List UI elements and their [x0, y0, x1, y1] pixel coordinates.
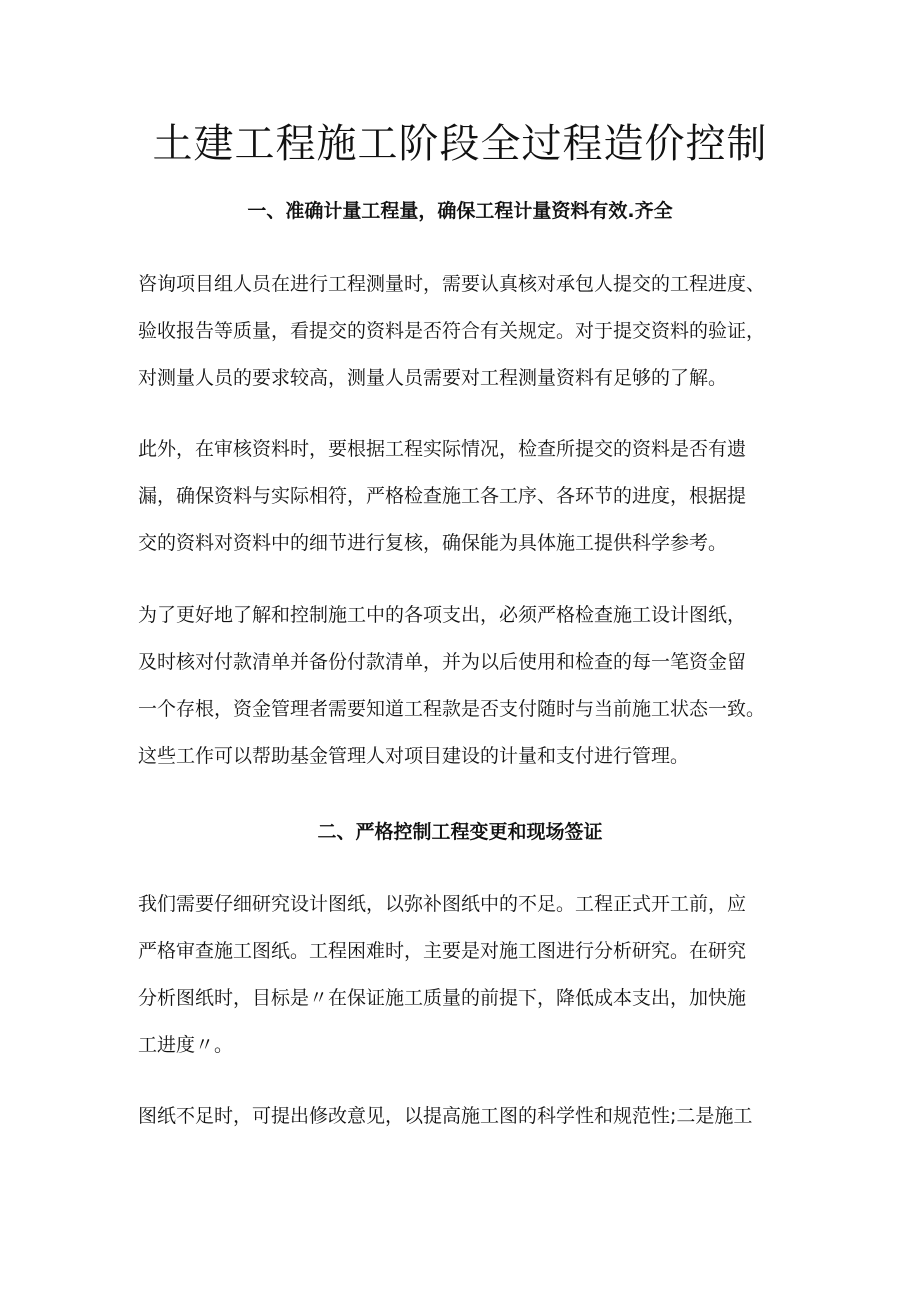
paragraph	[138, 881, 798, 1069]
text-line: 为了更好地了解和控制施工中的各项支出，必须严格检查施工设计图纸，	[138, 604, 747, 626]
text-line: 咨询项目组人员在进行工程测量时，需要认真核对承包人提交的工程进度、	[138, 273, 766, 295]
text-line: 交的资料对资料中的细节进行复核，确保能为具体施工提供科学参考。	[138, 532, 728, 554]
text-line: 此外，在审核资料时，要根据工程实际情况，检查所提交的资料是否有遗	[138, 438, 747, 460]
text-line: 及时核对付款清单并备份付款清单，并为以后使用和检查的每一笔资金留	[138, 651, 747, 673]
text-line: 分析图纸时，目标是〃在保证施工质量的前提下，降低成本支出，加快施	[138, 987, 747, 1009]
text-line: 验收报告等质量，看提交的资料是否符合有关规定。对于提交资料的验证，	[138, 320, 766, 342]
section-heading-1: 一、准确计量工程量，确保工程计量资料有效.齐全	[247, 200, 673, 222]
text-line: 对测量人员的要求较高，测量人员需要对工程测量资料有足够的了解。	[138, 367, 728, 389]
text-line: 漏，确保资料与实际相符，严格检查施工各工序、各环节的进度，根据提	[138, 485, 747, 507]
text-line: 图纸不足时，可提出修改意见，以提高施工图的科学性和规范性;二是施工	[138, 1105, 753, 1127]
section-heading-2: 二、严格控制工程变更和现场签证	[317, 821, 603, 843]
text-line: 我们需要仔细研究设计图纸，以弥补图纸中的不足。工程正式开工前，应	[138, 893, 747, 915]
text-line: 这些工作可以帮助基金管理人对项目建设的计量和支付进行管理。	[138, 745, 690, 767]
text-line: 一个存根，资金管理者需要知道工程款是否支付随时与当前施工状态一致。	[138, 698, 766, 720]
paragraph	[138, 426, 798, 567]
text-line: 严格审查施工图纸。工程困难时，主要是对施工图进行分析研究。在研究	[138, 940, 747, 962]
paragraph	[138, 261, 798, 402]
text-line: 工进度〃。	[138, 1034, 234, 1056]
document-title: 土建工程施工阶段全过程造价控制	[152, 121, 768, 167]
paragraph	[138, 1093, 798, 1140]
paragraph	[138, 592, 798, 780]
